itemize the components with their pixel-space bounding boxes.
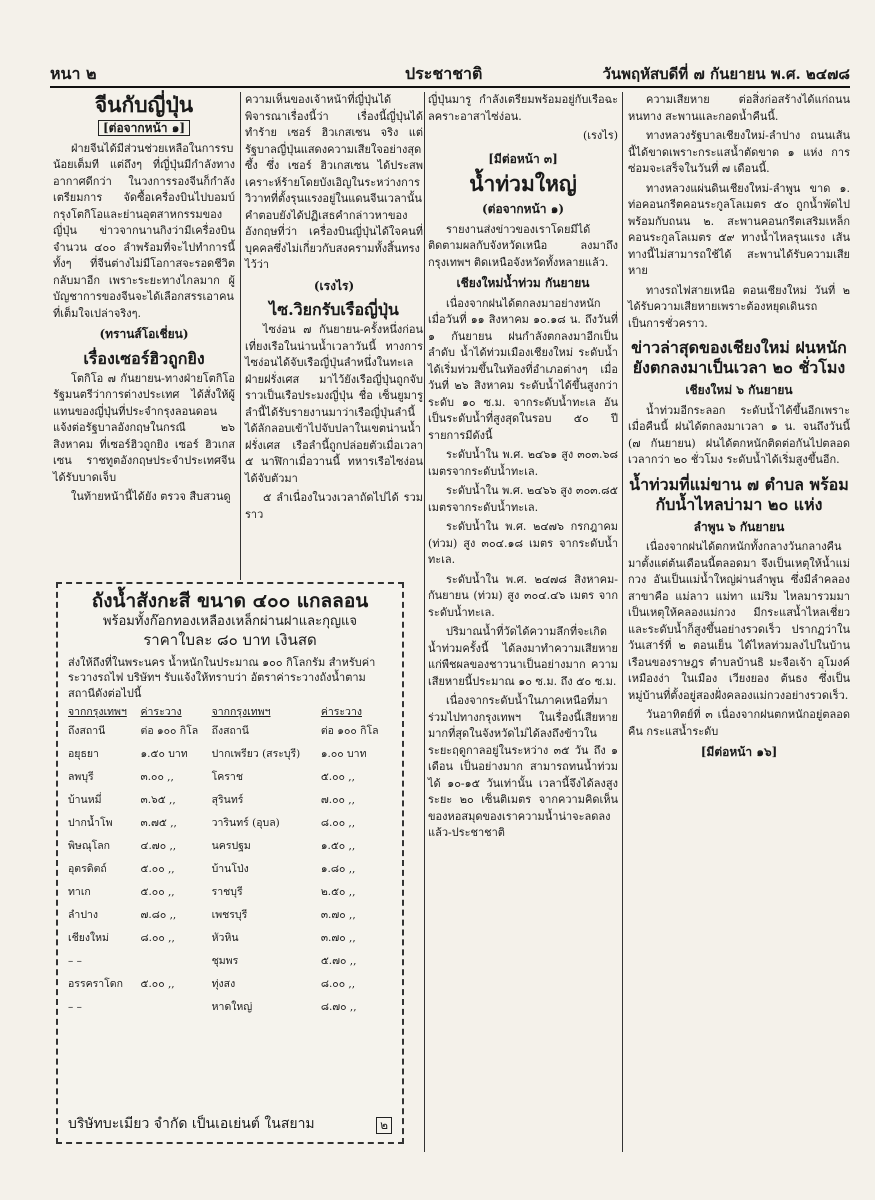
article-subheading: ไซ.วิยกรับเรือญี่ปุ่น: [269, 300, 399, 319]
page-number: หนา ๒: [50, 64, 97, 83]
flood-level-item: ระดับน้ำใน พ.ศ. ๒๔๗๖ กรกฎาคม (ท่วม) สูง ๓๐๔.๑๘ เมตร จากระดับน้ำทะเล.: [428, 520, 618, 566]
article-paragraph: ความเสียหาย ต่อสิ่งก่อสร้างได้แก่ถนนหนทาง สะพานและกอดน้ำคืนนี้.: [628, 93, 850, 123]
article-paragraph: ทางรถไฟสายเหนือ ตอนเชียงใหม่ วันที่ ๒ ได้รับความเสียหายเพราะต้องหยุดเดินรถเป็นการชั่วคราว.: [628, 283, 850, 330]
continued-from: [ต่อจากหน้า ๑]: [53, 120, 235, 137]
article-paragraph: ฝ่ายจีนได้มีส่วนช่วยเหลือในการรบน้อยเต็มที แต่ถึงๆ ที่ญี่ปุ่นมีกำลังทางอากาศดีกว่า ในวงการรองจีนก็กำลังเตรียมการ จัดซื้อเครื่องบินไปบอมบ์กรุงโตกิโอและย่านอุตสาหกรรมของญี่ปุ่น ข่าวจากนานกิงว่ามีเครื่องบินจำนวน ๔๐๐ ลำพร้อมที่จะไปทำการนี้ ทั้งๆ ที่จีนต่างไม่มีโอกาสจะรอดชีวิตกลับมาอีก เพราะระยะทางไกลมาก ผู้บัญชาการของจีนจะได้เลือกสรรเอาคนที่เต็มใจเปล่าจริงๆ.: [53, 141, 235, 320]
issue-date: วันพฤหัสบดีที่ ๗ กันยายน พ.ศ. ๒๔๗๘: [602, 65, 850, 83]
header-rule: [50, 86, 850, 88]
article-headline: ข่าวล่าสุดของเชียงใหม่ ฝนหนักยังตกลงมาเป็นเวลา ๒๐ ชั่วโมง: [631, 338, 847, 377]
article-paragraph: ทางหลวงแผ่นดินเชียงใหม่-ลำพูน ขาด ๑. ท่อคอนกรีตคอนระกูลโลเมตร ๕๐ ถูกน้ำพัดไปพร้อมกับถนน ๒. สะพานคอนกรีตเสริมเหล็ก คอนระกูลโลเมตร ๕๙ ทางน้ำไหลรุนแรง เส้นทางนี้ไม่สามารถใช้ได้ สะพานได้รับความเสียหาย: [628, 181, 850, 277]
article-headline: จีนกับญี่ปุ่น: [94, 92, 194, 117]
agency-credit: (ทรานส์โอเชี่ยน): [99, 327, 189, 341]
dateline: เชียงใหม่ ๖ กันยายน: [685, 383, 793, 397]
article-paragraph: ทางหลวงรัฐบาลเชียงใหม่-ลำปาง ถนนเส้นนี้ได้ขาดเพราะกระแสน้ำตัดขาด ๑ แห่ง การซ่อมจะเสร็จในวันที่ ๗ เดือนนี้.: [628, 129, 850, 175]
column-header: ค่าระวาง: [320, 706, 362, 718]
table-row: บ้านหมี่ ๓.๖๕ ,, สุรินทร์ ๗.๐๐ ,,: [68, 794, 355, 807]
column-divider: [424, 92, 425, 1152]
flood-level-item: ระดับน้ำใน พ.ศ. ๒๔๖๑ สูง ๓๐๓.๖๘ เมตรจากระดับน้ำทะเล.: [428, 448, 618, 478]
flood-level-item: ระดับน้ำใน พ.ศ. ๒๔๗๘ สิงหาคม-กันยายน (ท่วม) สูง ๓๐๔.๔๖ เมตร จากระดับน้ำทะเล.: [428, 572, 618, 619]
dateline: ลำพูน ๖ กันยายน: [693, 519, 785, 534]
article-paragraph: เนื่องจากฝนได้ตกหนักทั้งกลางวันกลางคืนมาตั้งแต่ต้นเดือนนี้ตลอดมา จึงเป็นเหตุให้น้ำแม่กวง อันเป็นแม่น้ำใหญ่ผ่านลำพูน ซึ่งมีลำคลอง สาขาคือ แม่ลาว แม่ทา แม่ริม ไหลมารวมมาเป็นเหตุให้คลองแม่กวง มีกระแสน้ำไหลเชี่ยวและระดับน้ำก็สูงขึ้นอย่างรวดเร็ว ปรากฏว่าในวันเสาร์ที่ ๒ ตอนเย็น ได้ไหลท่วมลงไปในบ้านเรือนของราษฎร ตำบลบ้านธิ มะจือเจ้า อุโมงค์ เหมืองง่า ในเมือง เวียงยอง ต้นธง ซึ่งเป็นหมู่บ้านที่ตั้งอยู่สองฝั่งคลองแม่กวงอย่างรวดเร็ว.: [628, 540, 850, 702]
article-subheading: เรื่องเซอร์ฮิวถูกยิง: [83, 348, 205, 368]
ad-footer: [68, 1117, 392, 1135]
ad-page-mark: ๒: [376, 1117, 392, 1135]
column-1: [53, 92, 235, 509]
article-paragraph: ไซง่อน ๗ กันยายน-ครั้งหนึ่งก่อนเที่ยงเรือในน่านน้ำเวลาวันนี้ ทางการไซง่อนได้จับเรือญี่ปุ่นลำหนึ่งในทะเลฝ่ายฝรั่งเศส มาไว้ยังเรือญี่ปุ่นถูกจับ ราวเป็นเรือประมงญี่ปุ่น ชื่อ เซ็นยูมารู ลำนี้ได้รับรายงานมาว่าเรือญี่ปุ่นลำนี้ได้ลักลอบเข้าไปจับปลาในเขตน่านน้ำฝรั่งเศส เรือลำนี้ถูกปล่อยตัวเมื่อเวลา ๕ นาฬิกาเมื่อวานนี้ ทหารเรือไซง่อนได้จับตัวมา: [245, 323, 423, 485]
ad-paragraph: ส่งให้ถึงที่ในพระนคร น้ำหนักในประมาณ ๑๐๐ กิโลกรัม สำหรับค่าระวางรถไฟ บริษัทฯ รับแจ้งให้ทราบว่า อัตราค่าระวางถังน้ำตามสถานีดังต่อไปนี้: [68, 655, 376, 700]
table-row: ลำปาง ๗.๘๐ ,, เพชรบุรี ๓.๗๐ ,,: [68, 909, 356, 922]
freight-rate-table: [68, 705, 392, 1020]
article-subheading: เชียงใหม่น้ำท่วม กันยายน: [456, 276, 590, 290]
article-paragraph: รายงานส่งข่าวของเราโดยมีได้ติดตามผลกับจังหวัดเหนือ ลงมาถึงกรุงเทพฯ ติดเหนือจังหวัดทั้งหลายแล้ว.: [428, 222, 618, 269]
column-header: จากกรุงเทพฯ: [68, 706, 127, 718]
continued-from: (ต่อจากหน้า ๑): [481, 202, 565, 216]
column-header: ค่าระวาง: [140, 706, 182, 718]
table-row: อุตรดิตถ์ ๕.๐๐ ,, บ้านโป่ง ๑.๘๐ ,,: [68, 863, 356, 876]
flood-level-item: ระดับน้ำใน พ.ศ. ๒๔๖๖ สูง ๓๐๓.๘๕ เมตรจากระดับน้ำทะเล.: [428, 484, 618, 514]
article-paragraph: เนื่องจากฝนได้ตกลงมาอย่างหนักเมื่อวันที่ ๑๑ สิงหาคม ๑๐.๑๘ น. ถึงวันที่ ๑ กันยายน ฝนกำลังตกลงมาอีกเป็นลำดับ น้ำได้ท่วมเมืองเชียงใหม่ ระดับน้ำได้เริ่มท่วมขึ้นในท้องที่อำเภอต่างๆ เมื่อวันที่ ๒๖ สิงหาคม ระดับน้ำได้ขึ้นสูงกว่าระดับ ๑๐ ซ.ม. จากระดับน้ำทะเล อันเป็นระดับน้ำที่สูงสุดในรอบ ๕๐ ปี รายการมีดังนี้: [428, 296, 618, 442]
table-row: อยุธยา ๑.๕๐ บาท ปากเพรียว (สระบุรี) ๑.๐๐ บาท: [68, 748, 367, 761]
ad-agent-line: บริษัทบะเมียว จำกัด เป็นเอเย่นต์ ในสยาม: [68, 1115, 315, 1132]
masthead: ประชาชาติ: [405, 64, 483, 83]
column-3: [428, 92, 618, 845]
tank-advertisement: [56, 582, 404, 1144]
page-header: [50, 62, 850, 84]
agency-credit: (เรงไร): [582, 129, 618, 142]
article-paragraph: ในท้ายหน้านี้ได้ยัง ตรวจ สืบสวนดู: [71, 490, 231, 503]
column-header: จากกรุงเทพฯ: [211, 706, 271, 718]
table-row: ทาเก ๕.๐๐ ,, ราชบุรี ๒.๕๐ ,,: [68, 886, 356, 899]
article-paragraph: ญี่ปุ่นมารู กำลังเตรียมพร้อมอยู่กับเรือฉะลคราะอาสาไซ่ง่อน.: [428, 93, 618, 123]
table-row: ปากน้ำโพ ๓.๗๕ ,, วารินทร์ (อุบล) ๘.๐๐ ,,: [68, 817, 356, 830]
table-row: เชียงใหม่ ๘.๐๐ ,, หัวหิน ๓.๗๐ ,,: [68, 932, 356, 945]
table-header-row: [68, 705, 392, 721]
table-row: – – ชุมพร ๕.๗๐ ,,: [68, 955, 357, 968]
article-headline: น้ำท่วมที่แม่ขาน ๗ ตำบล พร้อมกับน้ำไหลบ่ามา ๒๐ แห่ง: [629, 474, 849, 514]
article-paragraph: ความเห็นของเจ้าหน้าที่ญี่ปุ่นได้พิจารณาเรื่องนี้ว่า เรื่องนี้ญี่ปุ่นได้ทำร้าย เซอร์ ฮิวเกสเซน จริง แต่รัฐบาลญี่ปุ่นแสดงความเสียใจอย่างสุดซึ้ง ซึ่ง เซอร์ ฮิวเกสเซน ได้ประสพเคราะห์ร้ายโดยบังเอิญในระหว่างการวิวาทที่ตั้งรุนแรงอยู่ในแดนจีนเวลานั้น คำตอบยังได้ปฏิเสธคำกล่าวหาของอังกฤษที่ว่า เครื่องบินญี่ปุ่นได้ใจคนที่บุคคลซึ่งไม่เกี่ยวกับสงครามทั้งสิ้นทรงไว้ว่า: [245, 93, 423, 271]
column-divider: [622, 92, 623, 1152]
column-divider: [240, 92, 241, 580]
agency-credit: (เรงไร): [313, 278, 355, 293]
ad-title: ถังน้ำสังกะสี ขนาด ๔๐๐ แกลลอน: [91, 590, 369, 612]
table-row: ถึงสถานี ต่อ ๑๐๐ กิโล ถึงสถานี ต่อ ๑๐๐ กิโล: [68, 725, 379, 738]
table-row: – – หาดใหญ่ ๘.๗๐ ,,: [68, 1001, 357, 1014]
ad-price: ราคาใบละ ๘๐ บาท เงินสด: [143, 631, 317, 649]
table-row: อรรคราโดก ๕.๐๐ ,, ทุ่งสง ๘.๐๐ ,,: [68, 978, 356, 991]
continued-on: [มีต่อหน้า ๑๖]: [700, 745, 778, 759]
article-paragraph: โตกิโอ ๗ กันยายน-ทางฝ่ายโตกิโอรัฐมนตรีว่าการต่างประเทศ ได้สั่งให้ผู้แทนของญี่ปุ่นที่ประจำกรุงลอนดอน แจ้งต่อรัฐบาลอังกฤษในกรณี ๒๖ สิงหาคม ที่เซอร์ฮิวถูกยิง เซอร์ ฮิวเกสเซน ราชทูตอังกฤษประจำประเทศจีน ได้รับบาดเจ็บ: [53, 371, 235, 484]
column-4: [628, 92, 850, 765]
article-paragraph: วันอาทิตย์ที่ ๓ เนื่องจากฝนตกหนักอยู่ตลอดคืน กระแสน้ำระดับ: [628, 708, 850, 738]
article-paragraph: ๕ ลำเนื่องในวงเวลาถัดไปได้ รวมราว: [245, 491, 423, 521]
ad-subtitle: พร้อมทั้งก๊อกทองเหลืองเหล็กผ่านฝาและกุญแจ: [102, 613, 358, 629]
continued-on: [มีต่อหน้า ๓]: [488, 151, 558, 166]
article-headline: น้ำท่วมใหญ่: [469, 171, 577, 196]
article-paragraph: น้ำท่วมอีกระลอก ระดับน้ำได้ขึ้นอีกเพราะเมื่อคืนนี้ ฝนได้ตกลงมาเวลา ๑ น. จนถึงวันนี้ (๗ กันยายน) ฝนได้ตกหนักติดต่อกันไปตลอดเวลากว่า ๒๐ ชั่วโมง ระดับน้ำได้เริ่มสูงขึ้นอีก.: [628, 403, 850, 466]
table-row: พิษณุโลก ๔.๗๐ ,, นครปฐม ๑.๕๐ ,,: [68, 840, 356, 853]
column-2: [245, 92, 423, 526]
article-paragraph: ปริมาณน้ำที่วัดได้ความลึกที่จะเกิดน้ำท่วมครั้งนี้ ได้ลงมาทำความเสียหายแก่พืชผลของชาวนาเป็นอย่างมาก ความเสียหายนี้ประมาณ ๑๐ ซ.ม. ถึง ๕๐ ซ.ม.: [428, 625, 618, 688]
table-row: ลพบุรี ๓.๐๐ ,, โคราช ๕.๐๐ ,,: [68, 771, 355, 784]
article-paragraph: เนื่องจากระดับน้ำในภาคเหนือที่มาร่วมไปทางกรุงเทพฯ ในเรื่องนี้เสียหายมากที่สุดในจังหวัดไม่ได้ลงถึงข้าวในระยะฤดูกาลอยู่ในระหว่าง ๓๕ วัน ถึง ๑ เดือน เป็นอย่างมาก สามารถทนน้ำท่วมได้ ๑๐-๑๕ วันเท่านั้น เวลานี้จึงได้ลงสูง ระยะ ๒๐ เซ็นติเมตร จากความคิดเห็นของหอสมุดของเราความน้ำน่าจะลดลงแล้ว-ประชาชาติ: [428, 694, 618, 839]
